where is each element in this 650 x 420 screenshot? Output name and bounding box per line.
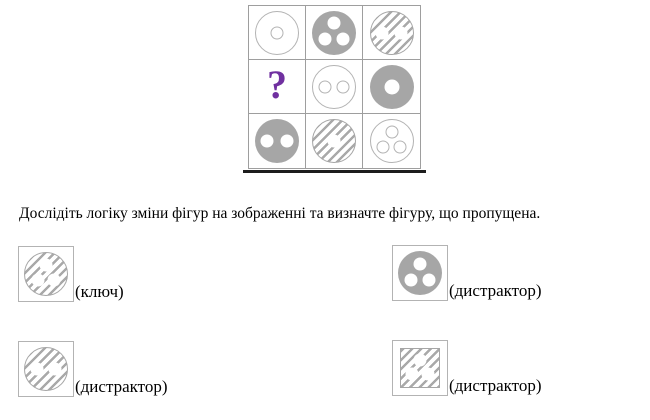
figure-dot	[384, 79, 399, 94]
figure-dot	[337, 80, 350, 93]
figure-dot	[405, 273, 418, 286]
hatched-circle-figure	[370, 11, 414, 55]
figure-dot	[414, 354, 427, 367]
puzzle-cell-r3c2	[306, 114, 363, 168]
option-distractor-2-label: (дистрактор)	[75, 377, 168, 396]
figure-dot	[319, 33, 332, 46]
option-distractor-1	[392, 245, 542, 301]
figure-dot	[318, 80, 331, 93]
figure-dot	[421, 367, 434, 380]
outline-circle-figure	[255, 11, 299, 55]
option-key	[18, 246, 124, 302]
figure-dot	[30, 363, 43, 376]
option-distractor-1-figure-box	[392, 245, 448, 301]
option-distractor-3	[392, 340, 542, 396]
puzzle-cell-r1c2	[306, 6, 363, 60]
option-distractor-2-figure-box	[18, 341, 74, 397]
hatched-circle-figure	[312, 119, 356, 163]
figure-dot	[40, 259, 53, 272]
figure-dot	[394, 26, 407, 39]
figure-dot	[49, 363, 62, 376]
question-mark: ?	[267, 61, 287, 107]
figure-dot	[31, 274, 44, 287]
puzzle-cell-r3c1	[249, 114, 306, 168]
solid-circle-figure	[255, 119, 299, 163]
puzzle-cell-r3c3	[363, 114, 420, 168]
figure-dot	[328, 135, 341, 148]
figure-dot	[261, 135, 274, 148]
puzzle-cell-missing	[249, 60, 306, 114]
figure-dot	[48, 274, 61, 287]
hatched-square-figure	[400, 348, 440, 388]
figure-dot	[271, 26, 284, 39]
figure-dot	[422, 273, 435, 286]
option-distractor-3-label: (дистрактор)	[449, 376, 542, 395]
outline-circle-figure	[370, 119, 414, 163]
solid-circle-figure	[398, 251, 442, 295]
option-distractor-2	[18, 341, 168, 397]
figure-dot	[376, 26, 389, 39]
puzzle-cell-r2c2	[306, 60, 363, 114]
puzzle-grid	[248, 5, 421, 169]
solid-circle-figure	[312, 11, 356, 55]
option-distractor-3-figure-box	[392, 340, 448, 396]
figure-dot	[385, 126, 398, 139]
solid-circle-figure	[370, 65, 414, 109]
option-key-label: (ключ)	[75, 282, 124, 301]
figure-dot	[280, 135, 293, 148]
figure-dot	[328, 17, 341, 30]
hatched-circle-figure	[24, 252, 68, 296]
figure-dot	[406, 367, 419, 380]
puzzle-cell-r2c3	[363, 60, 420, 114]
figure-dot	[377, 141, 390, 154]
grid-underline	[243, 170, 426, 173]
option-distractor-1-label: (дистрактор)	[449, 281, 542, 300]
figure-dot	[336, 33, 349, 46]
puzzle-cell-r1c3	[363, 6, 420, 60]
figure-dot	[414, 257, 427, 270]
puzzle-cell-r1c1	[249, 6, 306, 60]
outline-circle-figure	[312, 65, 356, 109]
hatched-circle-figure	[24, 347, 68, 391]
option-key-figure-box	[18, 246, 74, 302]
question-prompt: Дослідіть логіку зміни фігур на зображенні та визначте фігуру, що пропущена.	[19, 205, 541, 222]
figure-dot	[393, 141, 406, 154]
